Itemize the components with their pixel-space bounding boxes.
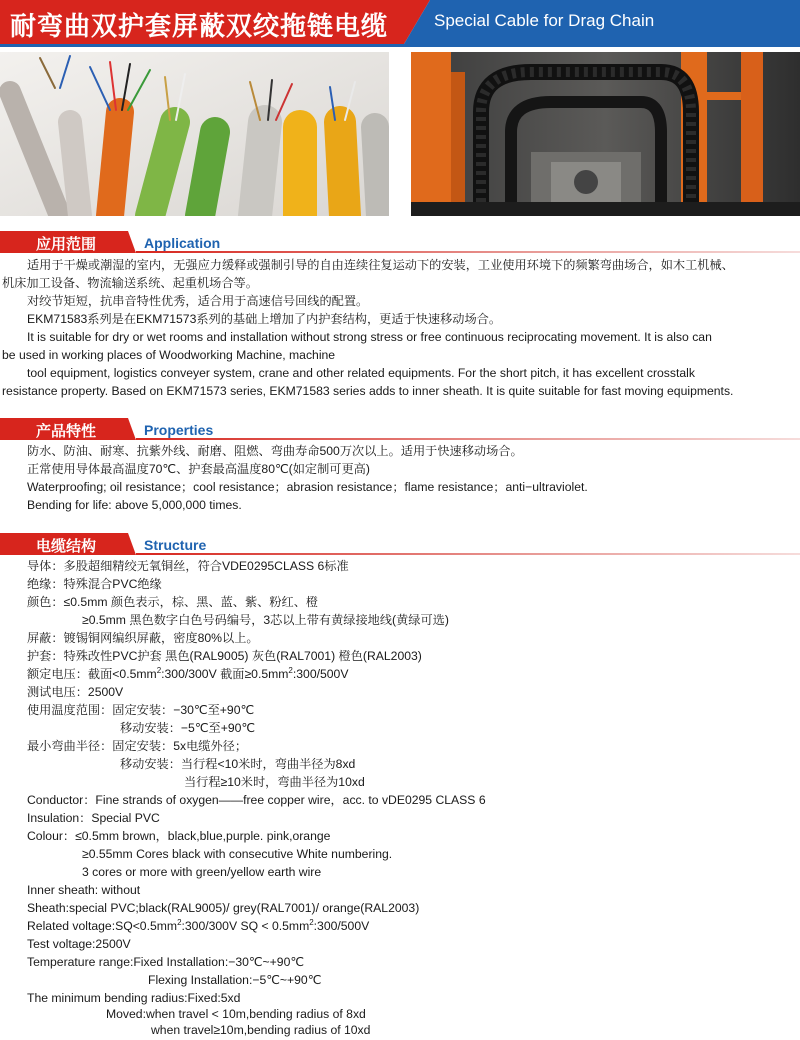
structure-text: 测试电压：2500V (27, 685, 124, 699)
application-text: be used in working places of Woodworking Machine, machine (2, 348, 336, 362)
structure-text: Flexing Installation:−5℃~+90℃ (148, 973, 322, 987)
structure-text: 移动安装：−5℃至+90℃ (120, 721, 256, 735)
structure-text: Related voltage:SQ<0.5mm (27, 919, 178, 933)
application-text: EKM71583系列是在EKM71573系列的基础上增加了内护套结构，更适于快速移动场合。 (27, 312, 502, 326)
structure-title-en: Structure (144, 537, 207, 553)
structure-text: Insulation：Special PVC (27, 811, 160, 825)
application-section-header (0, 231, 800, 255)
structure-text: 屏蔽：镀锡铜网编织屏蔽，密度80%以上。 (27, 631, 259, 645)
structure-text: Test voltage:2500V (27, 937, 131, 951)
structure-text: Temperature range:Fixed Installation:−30℃~+90℃ (27, 955, 305, 969)
structure-text: when travel≥10m,bending radius of 10xd (151, 1023, 371, 1037)
properties-text: Bending for life: above 5,000,000 times. (27, 498, 242, 512)
structure-title-cn: 电缆结构 (36, 538, 97, 555)
structure-text: ≥0.5mm 黑色数字白色号码编号，3芯以上带有黄绿接地线(黄绿可选) (82, 613, 449, 627)
superscript: 2 (156, 665, 162, 675)
structure-section-header (0, 533, 800, 557)
application-title-en: Application (144, 235, 221, 251)
structure-text: 导体：多股超细精绞无氧铜丝，符合VDE0295CLASS 6标准 (27, 559, 349, 573)
properties-text: 防水、防油、耐寒、抗紫外线、耐磨、阻燃、弯曲寿命500万次以上。适用于快速移动场合。 (27, 444, 523, 458)
properties-rule (136, 438, 800, 440)
structure-text: 移动安装：当行程<10米时，弯曲半径为8xd (120, 757, 356, 771)
structure-text: 绝缘：特殊混合PVC绝缘 (27, 577, 162, 591)
structure-text: Inner sheath: without (27, 883, 141, 897)
structure-text: ≥0.55mm Cores black with consecutive White numbering. (82, 847, 393, 861)
drag-chain-photo (411, 52, 800, 216)
page-title-en: Special Cable for Drag Chain (434, 11, 655, 30)
structure-text: :300/300V SQ < 0.5mm (181, 919, 310, 933)
structure-text: 颜色：≤0.5mm 颜色表示，棕、黑、蓝、紫、粉红、橙 (27, 595, 319, 609)
properties-text: Waterproofing; oil resistance；cool resistance；abrasion resistance；flame resistance；anti−ultraviolet. (27, 480, 588, 494)
page-title-cn: 耐弯曲双护套屏蔽双绞拖链电缆 (10, 11, 389, 41)
structure-rule (136, 553, 800, 555)
superscript: 2 (288, 665, 293, 675)
application-text: 机床加工设备、物流输送系统、起重机场合等。 (2, 276, 258, 290)
application-text: tool equipment, logistics conveyer system, crane and other related equipments. For the short pitch, it has excellent crosstalk (27, 366, 695, 380)
structure-text: Moved:when travel < 10m,bending radius of 8xd (106, 1007, 366, 1021)
structure-text: Colour：≤0.5mm brown，black,blue,purple. pink,orange (27, 829, 331, 843)
structure-text: 额定电压：截面<0.5mm (27, 667, 157, 681)
structure-text: :300/300V 截面≥0.5mm (161, 667, 289, 681)
structure-text: Sheath:special PVC;black(RAL9005)/ grey(RAL7001)/ orange(RAL2003) (27, 901, 420, 915)
structure-text: :300/500V (292, 667, 349, 681)
application-text: resistance property. Based on EKM71573 series, EKM71583 series adds to inner sheath. It is quite suitable for fast moving equipments. (2, 384, 734, 398)
application-title-cn: 应用范围 (36, 236, 97, 253)
application-rule (136, 251, 800, 253)
structure-text: 使用温度范围：固定安装：−30℃至+90℃ (27, 703, 255, 717)
properties-text: 正常使用导体最高温度70℃、护套最高温度80℃(如定制可更高) (27, 462, 370, 476)
rated-voltage-line (27, 666, 348, 683)
application-text: It is suitable for dry or wet rooms and installation without strong stress or free continuous reciprocating movement. It is also can (27, 330, 712, 344)
cable-bundle-photo (0, 52, 389, 216)
title-banner (0, 0, 800, 44)
properties-title-en: Properties (144, 422, 214, 438)
structure-text: :300/500V (313, 919, 370, 933)
properties-section-header (0, 418, 800, 442)
superscript: 2 (177, 917, 182, 927)
related-voltage-line (27, 918, 369, 935)
application-text: 适用于干燥或潮湿的室内，无强应力缓释或强制引导的自由连续往复运动下的安装，工业使用环境下的频繁弯曲场合，如木工机械、 (27, 258, 734, 272)
structure-text: 3 cores or more with green/yellow earth wire (82, 865, 322, 879)
properties-title-cn: 产品特性 (36, 423, 97, 440)
structure-text: The minimum bending radius:Fixed:5xd (27, 991, 241, 1005)
structure-text: 当行程≥10米时，弯曲半径为10xd (184, 775, 365, 789)
structure-text: 最小弯曲半径：固定安装：5x电缆外径； (27, 739, 248, 753)
banner-underline (0, 44, 800, 47)
structure-text: 护套：特殊改性PVC护套 黑色(RAL9005) 灰色(RAL7001) 橙色(RAL2003) (27, 649, 422, 663)
application-text: 对绞节矩短，抗串音特性优秀，适合用于高速信号回线的配置。 (27, 294, 369, 308)
superscript: 2 (309, 917, 314, 927)
structure-text: Conductor：Fine strands of oxygen——free copper wire，acc. to vDE0295 CLASS 6 (27, 793, 486, 807)
